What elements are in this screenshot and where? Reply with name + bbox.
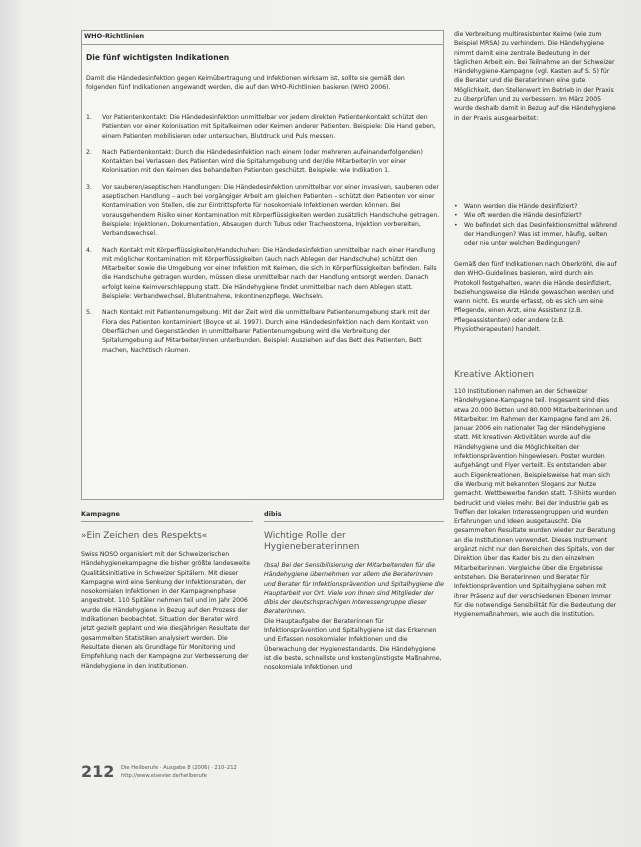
question-text: • Wo befindet sich das Desinfektionsmittel während der Handlungen? Was ist immer, häufig, selten oder nie unter welchen Bedingungen? — [464, 221, 617, 248]
question-text: • Wann werden die Hände desinfiziert? — [464, 203, 578, 210]
box-tag: WHO-Richtlinien — [84, 32, 145, 40]
footer-citation — [121, 765, 237, 780]
page — [60, 30, 620, 820]
indication-item — [86, 148, 441, 176]
section-heading: Kreative Aktionen — [454, 370, 535, 380]
box-intro: Damit die Händedesinfektion gegen Keimübertragung und Infektionen wirksam ist, sollte sie gemäß den folgenden fünf Indikationen angewandt werden, die auf den WHO-Richtlinien basieren (WHO 2006). — [86, 75, 405, 92]
dibis-column — [264, 510, 444, 673]
indication-text: Vor sauberen/aseptischen Handlungen: Die Händedesinfektion unmittelbar vor einer invasiven, sauberen oder aseptischen Handlung – auch bei vorgängiger Arbeit am gleichen Patienten – schützt den Patienten vor einer Kontamination von Stellen, die zur Eintrittspforte für nosokomiale Infektionen werden können. Bei vorausgehendem Risiko einer Kontamination mit Körperflüssigkeiten werden zusätzlich Handschuhe getragen. Beispiele: Injektionen, Dokumentation, Absaugen durch Tubus oder Tracheostoma, Injektion vorbereiten, Verbandswechsel. — [102, 183, 440, 238]
journal-url[interactable]: http://www.elsevier.de/heilberufe — [121, 772, 207, 779]
right-paragraph-2: Gemäß den fünf Indikationen nach Oberkröhl, die auf den WHO-Guidelines basieren, wird durch ein Protokoll festgehalten, wann die Hände desinfiziert, beziehungsweise die Hände gewaschen werden und wann nicht. Es wurde erfasst, ob es sich um eine Pflegende, einen Arzt, eine Assistenz (z.B. Pflegeassistenten) oder andere (z.B. Physiotherapeuten) handelt. — [454, 261, 617, 334]
indication-number: 4. — [86, 246, 92, 254]
indication-text: Nach Patientenkontakt: Durch die Händedesinfektion nach einem (oder mehreren aufeinanderfolgenden) Kontakten bei Verlassen des Patienten wird die Spitalumgebung und der/die Mitarbeiter/in vor einer Kolonisation mit den Keimen des behandelten Patienten geschützt. Beispiele: wie Indikation 1. — [102, 148, 423, 175]
campaign-heading: »Ein Zeichen des Respekts« — [81, 531, 208, 541]
question-item — [454, 202, 620, 211]
indication-text: Nach Kontakt mit Körperflüssigkeiten/Handschuhen: Die Händedesinfektion unmittelbar nach einer Handlung mit möglicher Kontamination mit Körperflüssigkeiten (auch nach Ablegen der Handschuhe) schützt den Mitarbeiter sowie die Umgebung vor einer Infektion mit Keimen, die sich in Körperflüssigkeiten befinden. Falls die Handschuhe getragen wurden, müssen diese unmittelbar nach der Handlung entsorgt werden. Danach erfolgt keine Keimverschleppung statt. Die Händehygiene findet unmittelbar nach dem Ablegen statt. Beispiele: Verbandwechsel, Blutentnahme, Inkontinenzpflege, Wechseln. — [102, 246, 437, 301]
question-item — [454, 211, 620, 220]
right-paragraph-3: 110 Institutionen nahmen an der Schweizer Händehygiene-Kampagne teil. Insgesamt sind dies etwa 20.000 Betten und 80.000 Mitarbeiterinnen und Mitarbeiter. Im Rahmen der Kampagne fand am 26. Januar 2006 ein nationaler Tag der Händehygiene statt. Mit kreativen Aktivitäten wurde auf die Händehygiene und die Möglichkeiten der Infektionsprävention hingewiesen. Poster wurden aufgehängt und Flyer verteilt. Es entstanden aber auch Eigenkreationen. Beispielsweise hat man sich die Werbung mit bekannten Slogans zur Nutze gemacht. Wettbewerbe fanden statt. T-Shirts wurden bedruckt und vieles mehr. Bei der Industrie gab es Treffen der lokalen Interessengruppen und wurden Erfahrungen und Ideen ausgetauscht. Die gesammelten Resultate wurden wieder zur Beratung an die Institutionen verwendet. Dieses Instrument ergänzt nicht nur den Bereichen des Spitals, von der Direktion über das Kader bis zu den einzelnen Mitarbeiterinnen. Vergleiche über die Ergebnisse entstehen. Die Beraterinnen und Berater für Infektionsprävention und Spitalhygiene sehen mit ihrer Präsenz auf der verschiedenen Ebenen immer für die notwendige Sensibilität für die Bedeutung der Hygienemaßnahmen, wie auch die Institution. — [454, 388, 618, 619]
question-item — [454, 221, 620, 249]
dibis-heading: Wichtige Rolle der Hygieneberaterinnen — [264, 531, 360, 552]
dibis-tag: dibis — [264, 510, 444, 522]
dibis-text: Die Hauptaufgabe der Beraterinnen für Infektionsprävention und Spitalhygiene ist das Erkennen und Erfassen nosokomialer Infektionen und die Überwachung der Hygienestandards. Die Händehygiene ist die beste, schnellste und kostengünstigste Maßnahme, nosokomiale Infektionen und — [264, 617, 442, 672]
indication-item — [86, 113, 441, 141]
question-text: • Wie oft werden die Hände desinfiziert? — [464, 212, 582, 220]
indication-number: 3. — [86, 183, 92, 191]
who-guidelines-box — [81, 30, 444, 500]
box-title: Die fünf wichtigsten Indikationen — [86, 53, 230, 62]
indications-list — [86, 113, 441, 362]
indication-item — [86, 246, 441, 302]
box-rule — [82, 44, 443, 45]
campaign-column — [81, 510, 253, 671]
campaign-text: Swiss NOSO organisiert mit der Schweizerischen Händehygienekampagne die bisher größte landesweite Qualitätsinitiative in Schweizer Spitälern. Mit dieser Kampagne wird eine Senkung der Infektionsraten, der nosokomialen Infektionen in der Kampagnenphase angestrebt. 110 Spitäler nehmen teil und im Jahr 2006 wurde die Händehygiene in Bezug auf den Prozess der Indikationen beobachtet. Situation der Berater wird jetzt gezielt geplant und wie diesjährigen Resultate der gesammelten Statistiken analysiert werden. Die Resultate dienen als Grundlage für Monitoring und Empfehlung nach der Kampagne zur Verbesserung der Händehygiene in den Institutionen. — [81, 551, 250, 670]
campaign-tag: Kampagne — [81, 510, 253, 522]
right-paragraph-1: die Verbreitung multiresistenter Keime (wie zum Beispiel MRSA) zu verhindern. Die Händehygiene nimmt damit eine zentrale Bedeutung in der täglichen Arbeit ein. Bei Teilnahme an der Schweizer Händehygiene-Kampagne (vgl. Kasten auf S. 5) für die Berater und die Beraterinnen eine gute Möglichkeit, den Stellenwert im Betrieb in der Praxis zu überprüfen und zu verbessern. Im März 2005 wurde deshalb damit in Bezug auf die Händehygiene in der Praxis ausgearbeitet: — [454, 31, 616, 122]
indication-number: 2. — [86, 148, 92, 156]
citation-text: Die Heilberufe · Ausgabe 8 (2006) · 210–212 — [121, 765, 237, 771]
indication-text: Nach Kontakt mit Patientenumgebung: Mit der Zeit wird die unmittelbare Patientenumgebung stark mit der Flora des Patienten kontaminiert (Boyce et al. 1997). Durch eine Händedesinfektion nach dem Kontakt von Oberflächen und Gegenständen in unmittelbarer Patientenumgebung wird die Verbreitung der Spitalumgebung auf Mitarbeiter/innen unterbunden. Beispiel: Ausziehen auf das Bett des Patienten, Bett machen, Nachttisch räumen. — [102, 309, 430, 354]
dibis-lead: (bsa) Bei der Sensibilisierung der Mitarbeitenden für die Händehygiene übernehmen vor allem die Beraterinnen und Berater für Infektionsprävention und Spitalhygiene die Hauptarbeit vor Ort. Viele von Ihnen sind Mitglieder der dibis der deutschsprachigen Interessengruppe dieser Beraterinnen. — [264, 562, 444, 616]
page-footer — [81, 762, 444, 792]
page-number: 212 — [81, 762, 115, 781]
indication-number: 1. — [86, 114, 92, 121]
indication-number: 5. — [86, 309, 92, 317]
question-list — [454, 202, 620, 248]
indication-text: Vor Patientenkontakt: Die Händedesinfektion unmittelbar vor jedem direkten Patientenkontakt schützt den Patienten vor einer Kolonisation mit Spitalkeimen oder Keimen anderer Patienten. Beispiele: Die Hand geben, einem Patienten mobilisieren oder untersuchen, Blutdruck und Puls messen. — [102, 114, 436, 140]
indication-item — [86, 183, 441, 239]
indication-item — [86, 308, 441, 354]
